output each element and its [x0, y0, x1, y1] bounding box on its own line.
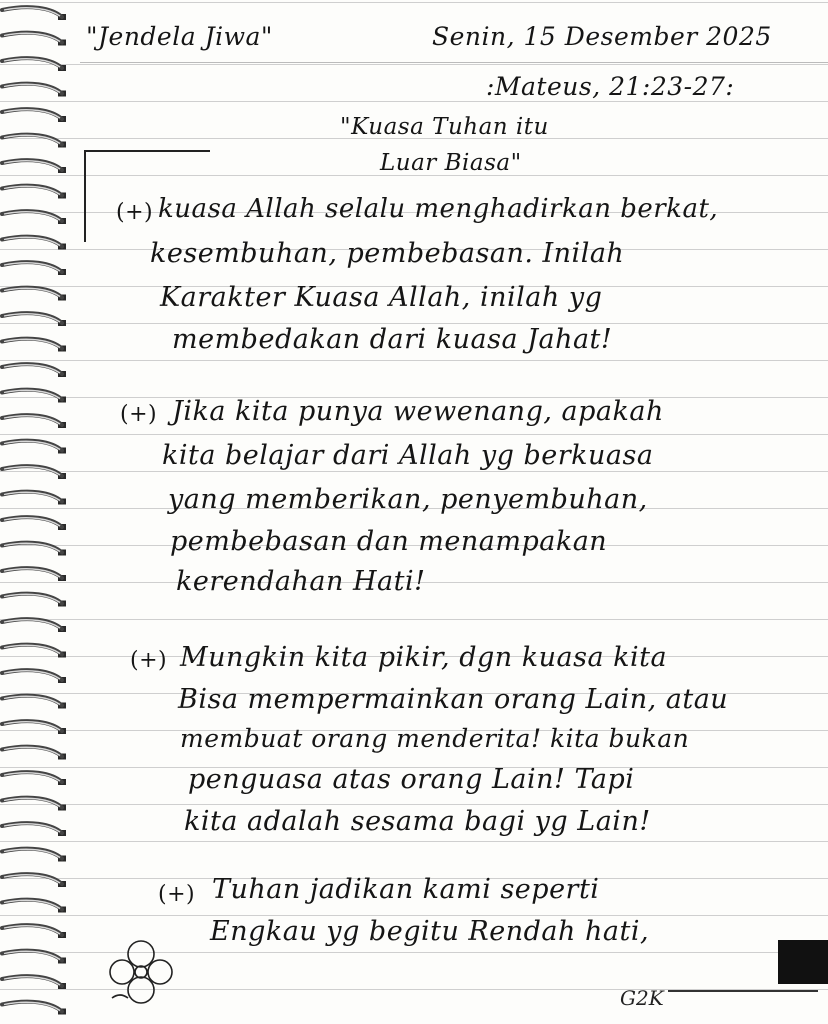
section-1-line-2: kesembuhan, pembebasan. Inilah	[150, 238, 625, 269]
spiral-binding	[0, 0, 78, 1024]
margin-bracket	[84, 150, 86, 242]
section-2-marker: (+)	[120, 402, 158, 427]
section-1-line-1: kuasa Allah selalu menghadirkan berkat,	[158, 194, 719, 224]
scripture-reference: :Mateus, 21:23-27:	[486, 72, 735, 101]
entry-date: Senin, 15 Desember 2025	[432, 22, 772, 51]
section-4-marker: (+)	[158, 882, 196, 907]
section-2-line-1: Jika kita punya wewenang, apakah	[172, 396, 664, 427]
theme-line-1: "Kuasa Tuhan itu	[340, 114, 549, 140]
margin-bracket-top	[84, 150, 210, 152]
section-1-marker: (+)	[116, 200, 154, 225]
section-2-line-2: kita belajar dari Allah yg berkuasa	[162, 440, 654, 471]
journal-title: "Jendela Jiwa"	[86, 22, 273, 51]
section-3-line-2: Bisa mempermainkan orang Lain, atau	[178, 684, 729, 715]
section-3-line-4: penguasa atas orang Lain! Tapi	[188, 764, 635, 795]
section-3-line-3: membuat orang menderita! kita bukan	[180, 724, 690, 753]
section-2-line-5: kerendahan Hati!	[176, 566, 426, 597]
section-4-line-1: Tuhan jadikan kami seperti	[212, 874, 600, 905]
header-rule	[80, 62, 828, 63]
section-2-line-4: pembebasan dan menampakan	[170, 526, 608, 557]
section-4-line-2: Engkau yg begitu Rendah hati,	[210, 916, 650, 947]
section-1-line-4: membedakan dari kuasa Jahat!	[172, 324, 613, 355]
section-1-line-3: Karakter Kuasa Allah, inilah yg	[160, 282, 603, 313]
signature-line	[668, 990, 818, 992]
section-2-line-3: yang memberikan, penyembuhan,	[168, 484, 648, 515]
section-3-line-1: Mungkin kita pikir, dgn kuasa kita	[180, 642, 668, 673]
section-3-marker: (+)	[130, 648, 168, 673]
signature: G2K	[620, 986, 664, 1010]
flower-doodle-icon	[102, 934, 180, 1010]
page-corner-shadow	[778, 940, 828, 984]
theme-line-2: Luar Biasa"	[380, 150, 522, 176]
section-3-line-5: kita adalah sesama bagi yg Lain!	[184, 806, 651, 837]
